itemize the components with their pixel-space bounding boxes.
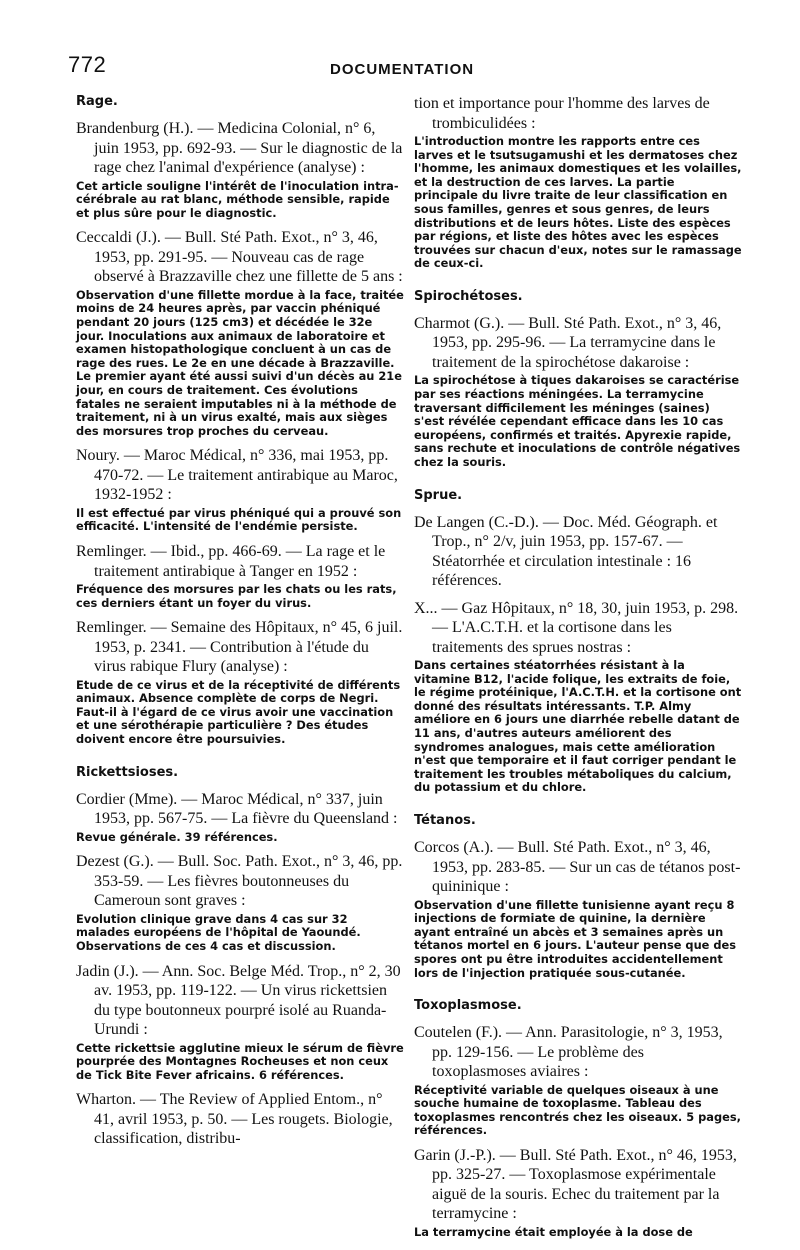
page-number: 772 [68, 52, 107, 77]
section-spacer [414, 988, 742, 998]
bibliography-entry [414, 1146, 742, 1240]
continued-entry [414, 94, 742, 271]
bibliography-entry [76, 852, 404, 953]
entry-citation: De Langen (C.-D.). — Doc. Méd. Géograph. et Trop., n° 2/v, juin 1953, pp. 157-67. — Stéatorrhée et circulation intestinale : 16 références. [414, 513, 718, 590]
entry-citation: Noury. — Maroc Médical, n° 336, mai 1953, pp. 470-72. — Le traitement antirabique au Maroc, 1932-1952 : [76, 447, 398, 504]
entry-abstract: L'introduction montre les rapports entre ces larves et le tsutsugamushi et les dermatoses chez l'homme, les animaux domestiques et les volailles, et la destruction de ces larves. La partie principale du livre traite de leur classification en sous familles, genres et sous genres, de leurs distributions et de leurs hôtes. Liste des espèces par régions, et liste des hôtes avec les espèces trouvées sur chacun d'eux, notes sur le ramassage de ceux-ci. [414, 134, 742, 271]
section-spacer [414, 478, 742, 488]
entry-citation: Remlinger. — Semaine des Hôpitaux, n° 45, 6 juil. 1953, p. 2341. — Contribution à l'étude du virus rabique Flury (analyse) : [76, 619, 403, 676]
section-heading-tetanos: Tétanos. [414, 813, 476, 829]
entry-citation: Dezest (G.). — Bull. Soc. Path. Exot., n° 3, 46, pp. 353-59. — Les fièvres boutonneuses du Cameroun sont graves : [76, 853, 403, 910]
entry-abstract: La terramycine était employée à la dose de [414, 1224, 693, 1239]
section-heading-toxoplasmose: Toxoplasmose. [414, 998, 522, 1014]
left-column [76, 94, 404, 1157]
entry-abstract: Revue générale. 39 références. [76, 829, 278, 844]
entry-abstract: Evolution clinique grave dans 4 cas sur 32 malades européens de l'hôpital de Yaoundé. Observations de ces 4 cas et discussion. [76, 911, 361, 953]
bibliography-entry [76, 1090, 404, 1149]
entry-abstract: La spirochétose à tiques dakaroises se caractérise par ses réactions méningées. La terramycine traversant difficilement les méninges (saines) s'est révélée cependant efficace dans les 10 cas européens, confirmés et traités. Apyrexie rapide, sans rechute et inoculations de contrôle négatives chez la souris. [414, 373, 741, 469]
entry-citation: Coutelen (F.). — Ann. Parasitologie, n° 3, 1953, pp. 129-156. — Le problème des toxoplasmoses aviaires : [414, 1024, 723, 1081]
section-spacer [76, 755, 404, 765]
bibliography-entry [414, 1023, 742, 1138]
section-spacer [414, 279, 742, 289]
entry-citation: Cordier (Mme). — Maroc Médical, n° 337, juin 1953, pp. 567-75. — La fièvre du Queensland : [76, 790, 398, 828]
bibliography-entry [76, 228, 404, 438]
bibliography-entry [76, 446, 404, 534]
bibliography-entry [76, 542, 404, 610]
bibliography-entry [414, 599, 742, 795]
section-heading-rickettsioses: Rickettsioses. [76, 764, 179, 780]
bibliography-entry [414, 838, 742, 980]
entry-abstract: Observation d'une fillette mordue à la face, traitée moins de 24 heures après, par vaccin phéniqué pendant 20 jours (125 cm3) et décédée le 32e jour. Inoculations aux animaux de laboratoire et examen histopathologique concluent à un cas de rage des rues. Le 2e en une décade à Brazzaville. Le premier ayant été aussi suivi d'un décès au 21e jour, en cours de traitement. Ces évolutions fatales ne seraient imputables ni à la méthode de traitement, ni à un virus exalté, mais aux sièges des morsures trop proches du cerveau. [76, 287, 404, 438]
section-spacer [414, 803, 742, 813]
entry-citation: Wharton. — The Review of Applied Entom., n° 41, avril 1953, p. 50. — Les rougets. Biologie, classification, distribu- [76, 1091, 393, 1148]
bibliography-entry [414, 513, 742, 591]
entry-abstract: Réceptivité variable de quelques oiseaux à une souche humaine de toxoplasme. Tableau des toxoplasmes rencontrés chez les oiseaux. 5 pages, références. [414, 1082, 741, 1138]
section-heading-rage: Rage. [76, 94, 118, 109]
entry-citation: Jadin (J.). — Ann. Soc. Belge Méd. Trop., n° 2, 30 av. 1953, pp. 119-122. — Un virus rickettsien du type boutonneux pourpré isolé au Ruanda-Urundi : [76, 962, 401, 1039]
entry-citation: Corcos (A.). — Bull. Sté Path. Exot., n° 3, 46, 1953, pp. 283-85. — Sur un cas de tétanos post-quininique : [414, 839, 741, 896]
section-heading-sprue: Sprue. [414, 487, 463, 503]
bibliography-entry [76, 790, 404, 845]
entry-citation: tion et importance pour l'homme des larves de trombiculidées : [414, 95, 710, 132]
entry-citation: Garin (J.-P.). — Bull. Sté Path. Exot., n° 46, 1953, pp. 325-27. — Toxoplasmose expérimentale aiguë de la souris. Echec du traitement par la terramycine : [414, 1146, 737, 1223]
entry-citation: Brandenburg (H.). — Medicina Colonial, n° 6, juin 1953, pp. 692-93. — Sur le diagnostic de la rage chez l'animal d'expérience (analyse) : [76, 120, 403, 176]
entry-abstract: Il est effectué par virus phéniqué qui a prouvé son efficacité. L'intensité de l'endémie persiste. [76, 505, 402, 534]
running-head: DOCUMENTATION [330, 61, 475, 78]
entry-abstract: Dans certaines stéatorrhées résistant à la vitamine B12, l'acide folique, les extraits de foie, le régime protéinique, l'A.C.T.H. et la cortisone ont donné des résultats intéressants. T.P. Almy améliore en 6 jours une diarrhée rebelle datant de 11 ans, d'autres auteurs améliorent des syndromes analogues, mais cette amélioration n'est que temporaire et il faut corriger pendant le traitement les troubles métaboliques du calcium, du potassium et du chlore. [414, 658, 742, 795]
entry-citation: Ceccaldi (J.). — Bull. Sté Path. Exot., n° 3, 46, 1953, pp. 291-95. — Nouveau cas de rage observé à Brazzaville chez une fillette de 5 ans : [76, 229, 403, 286]
entry-abstract: Observation d'une fillette tunisienne ayant reçu 8 injections de formiate de quinine, la dernière ayant entraîné un abcès et 3 semaines après un tétanos mortel en 6 jours. L'auteur pense que des spores ont pu être introduites accidentellement lors de l'injection pratiquée sous-cutanée. [414, 897, 737, 980]
entry-abstract: Etude de ce virus et de la réceptivité de différents animaux. Absence complète de corps de Negri. Faut-il à l'égard de ce virus avoir une vaccination et une sérothérapie particulière ? Des études doivent encore être poursuivies. [76, 677, 401, 747]
section-heading-spirochetoses: Spirochétoses. [414, 288, 523, 304]
entry-citation: Charmot (G.). — Bull. Sté Path. Exot., n° 3, 46, 1953, pp. 295-96. — La terramycine dans le traitement de la spirochétose dakaroise : [414, 314, 722, 371]
bibliography-entry [76, 962, 404, 1083]
page-header [68, 52, 718, 84]
entry-abstract: Fréquence des morsures par les chats ou les rats, ces derniers étant un foyer du virus. [76, 582, 397, 610]
bibliography-entry [76, 119, 404, 220]
entry-abstract: Cette rickettsie agglutine mieux le sérum de fièvre pourprée des Montagnes Rocheuses et non ceux de Tick Bite Fever africains. 6 références. [76, 1040, 404, 1082]
bibliography-entry [76, 618, 404, 746]
entry-citation: X... — Gaz Hôpitaux, n° 18, 30, juin 1953, p. 298. — L'A.C.T.H. et la cortisone dans les traitements des sprues nostras : [414, 599, 739, 656]
entry-abstract: Cet article souligne l'intérêt de l'inoculation intra-cérébrale au rat blanc, méthode sensible, rapide et plus sûre pour le diagnostic. [76, 178, 399, 220]
entry-citation: Remlinger. — Ibid., pp. 466-69. — La rage et le traitement antirabique à Tanger en 1952 : [76, 543, 386, 580]
right-column [414, 94, 742, 1248]
bibliography-entry [414, 314, 742, 470]
